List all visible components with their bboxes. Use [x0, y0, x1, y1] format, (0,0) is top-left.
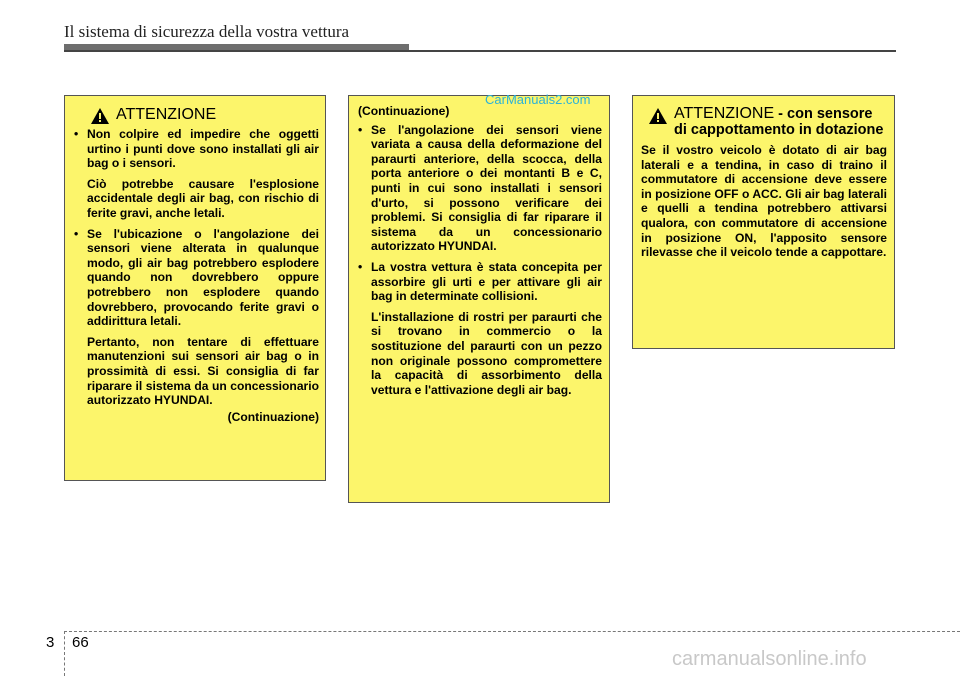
- footer-rule: [64, 631, 960, 632]
- warning-title: ATTENZIONE: [116, 106, 217, 123]
- warning-title-rest: - con sensore di cappottamento in dotazione: [674, 106, 884, 138]
- warning-list: [74, 127, 319, 171]
- footer-divider: [64, 631, 65, 676]
- list-item: • Se l'ubicazione o l'angolazione dei sensori viene alterata in qualunque modo, gli air bag potrebbero esplodere quando non dovrebbero oppure potrebbero non esplodere quando dovrebbero, provocando ferite gravi o addirittura letali.: [74, 227, 319, 329]
- watermark-bottom: carmanualsonline.info: [672, 648, 867, 670]
- warning-triangle-icon: [91, 108, 109, 124]
- warning-box-3: [632, 95, 895, 349]
- page-number: 66: [72, 634, 89, 651]
- header-rule-thin: [64, 50, 896, 52]
- chapter-number: 3: [46, 634, 55, 651]
- watermark-top: CarManuals2.com: [485, 92, 591, 107]
- list-item: • Se l'angolazione dei sensori viene variata a causa della deformazione del paraurti anteriore, della scocca, della porta anteriore o dei montanti B e C, punti in cui sono installati i sensori d'urto, si possono verificare dei problemi. Si consiglia di far riparare il sistema da un concessionario autorizzato HYUNDAI.: [358, 123, 602, 254]
- warning-box-2: [348, 95, 610, 503]
- warning-heading: [74, 106, 319, 124]
- warning-title: [674, 106, 887, 138]
- warning-title-main: ATTENZIONE: [674, 105, 775, 122]
- warning-list: [74, 227, 319, 329]
- list-item: • Non colpire ed impedire che oggetti urtino i punti dove sono installati gli air bag o i sensori.: [74, 127, 319, 171]
- continued-label: (Continuazione): [227, 409, 319, 424]
- paragraph: Se il vostro veicolo è dotato di air bag laterali e a tendina, in caso di traino il commutatore di accensione deve essere in posizione OFF o ACC. Gli air bag laterali e quelli a tendina potrebbero attivarsi qualora, con commutatore di accensione in posizione ON, l'apposito sensore rilevasse che il veicolo tende a cappottare.: [641, 143, 887, 260]
- header-rule: [64, 44, 896, 52]
- warning-triangle-icon: [649, 108, 667, 124]
- list-item: • La vostra vettura è stata concepita per assorbire gli urti e per attivare gli air bag in determinate collisioni.: [358, 260, 602, 304]
- paragraph: L'installazione di rostri per paraurti che si trovano in commercio o la sostituzione del paraurti con un pezzo non originale possono compromettere la capacità di assorbimento della vettura e l'attivazione degli air bag.: [371, 309, 602, 397]
- continued-label: (Continuazione): [358, 104, 450, 118]
- warning-box-1: [64, 95, 326, 481]
- warning-heading: [641, 106, 887, 138]
- header-title: Il sistema di sicurezza della vostra vettura: [64, 22, 350, 41]
- paragraph: Ciò potrebbe causare l'esplosione accidentale degli air bag, con rischio di ferite gravi, anche letali.: [87, 176, 319, 220]
- paragraph: Pertanto, non tentare di effettuare manutenzioni sui sensori air bag o in prossimità di essi. Si consiglia di far riparare il sistema da un concessionario autorizzato HYUNDAI.: [87, 334, 319, 408]
- warning-list: [358, 123, 602, 304]
